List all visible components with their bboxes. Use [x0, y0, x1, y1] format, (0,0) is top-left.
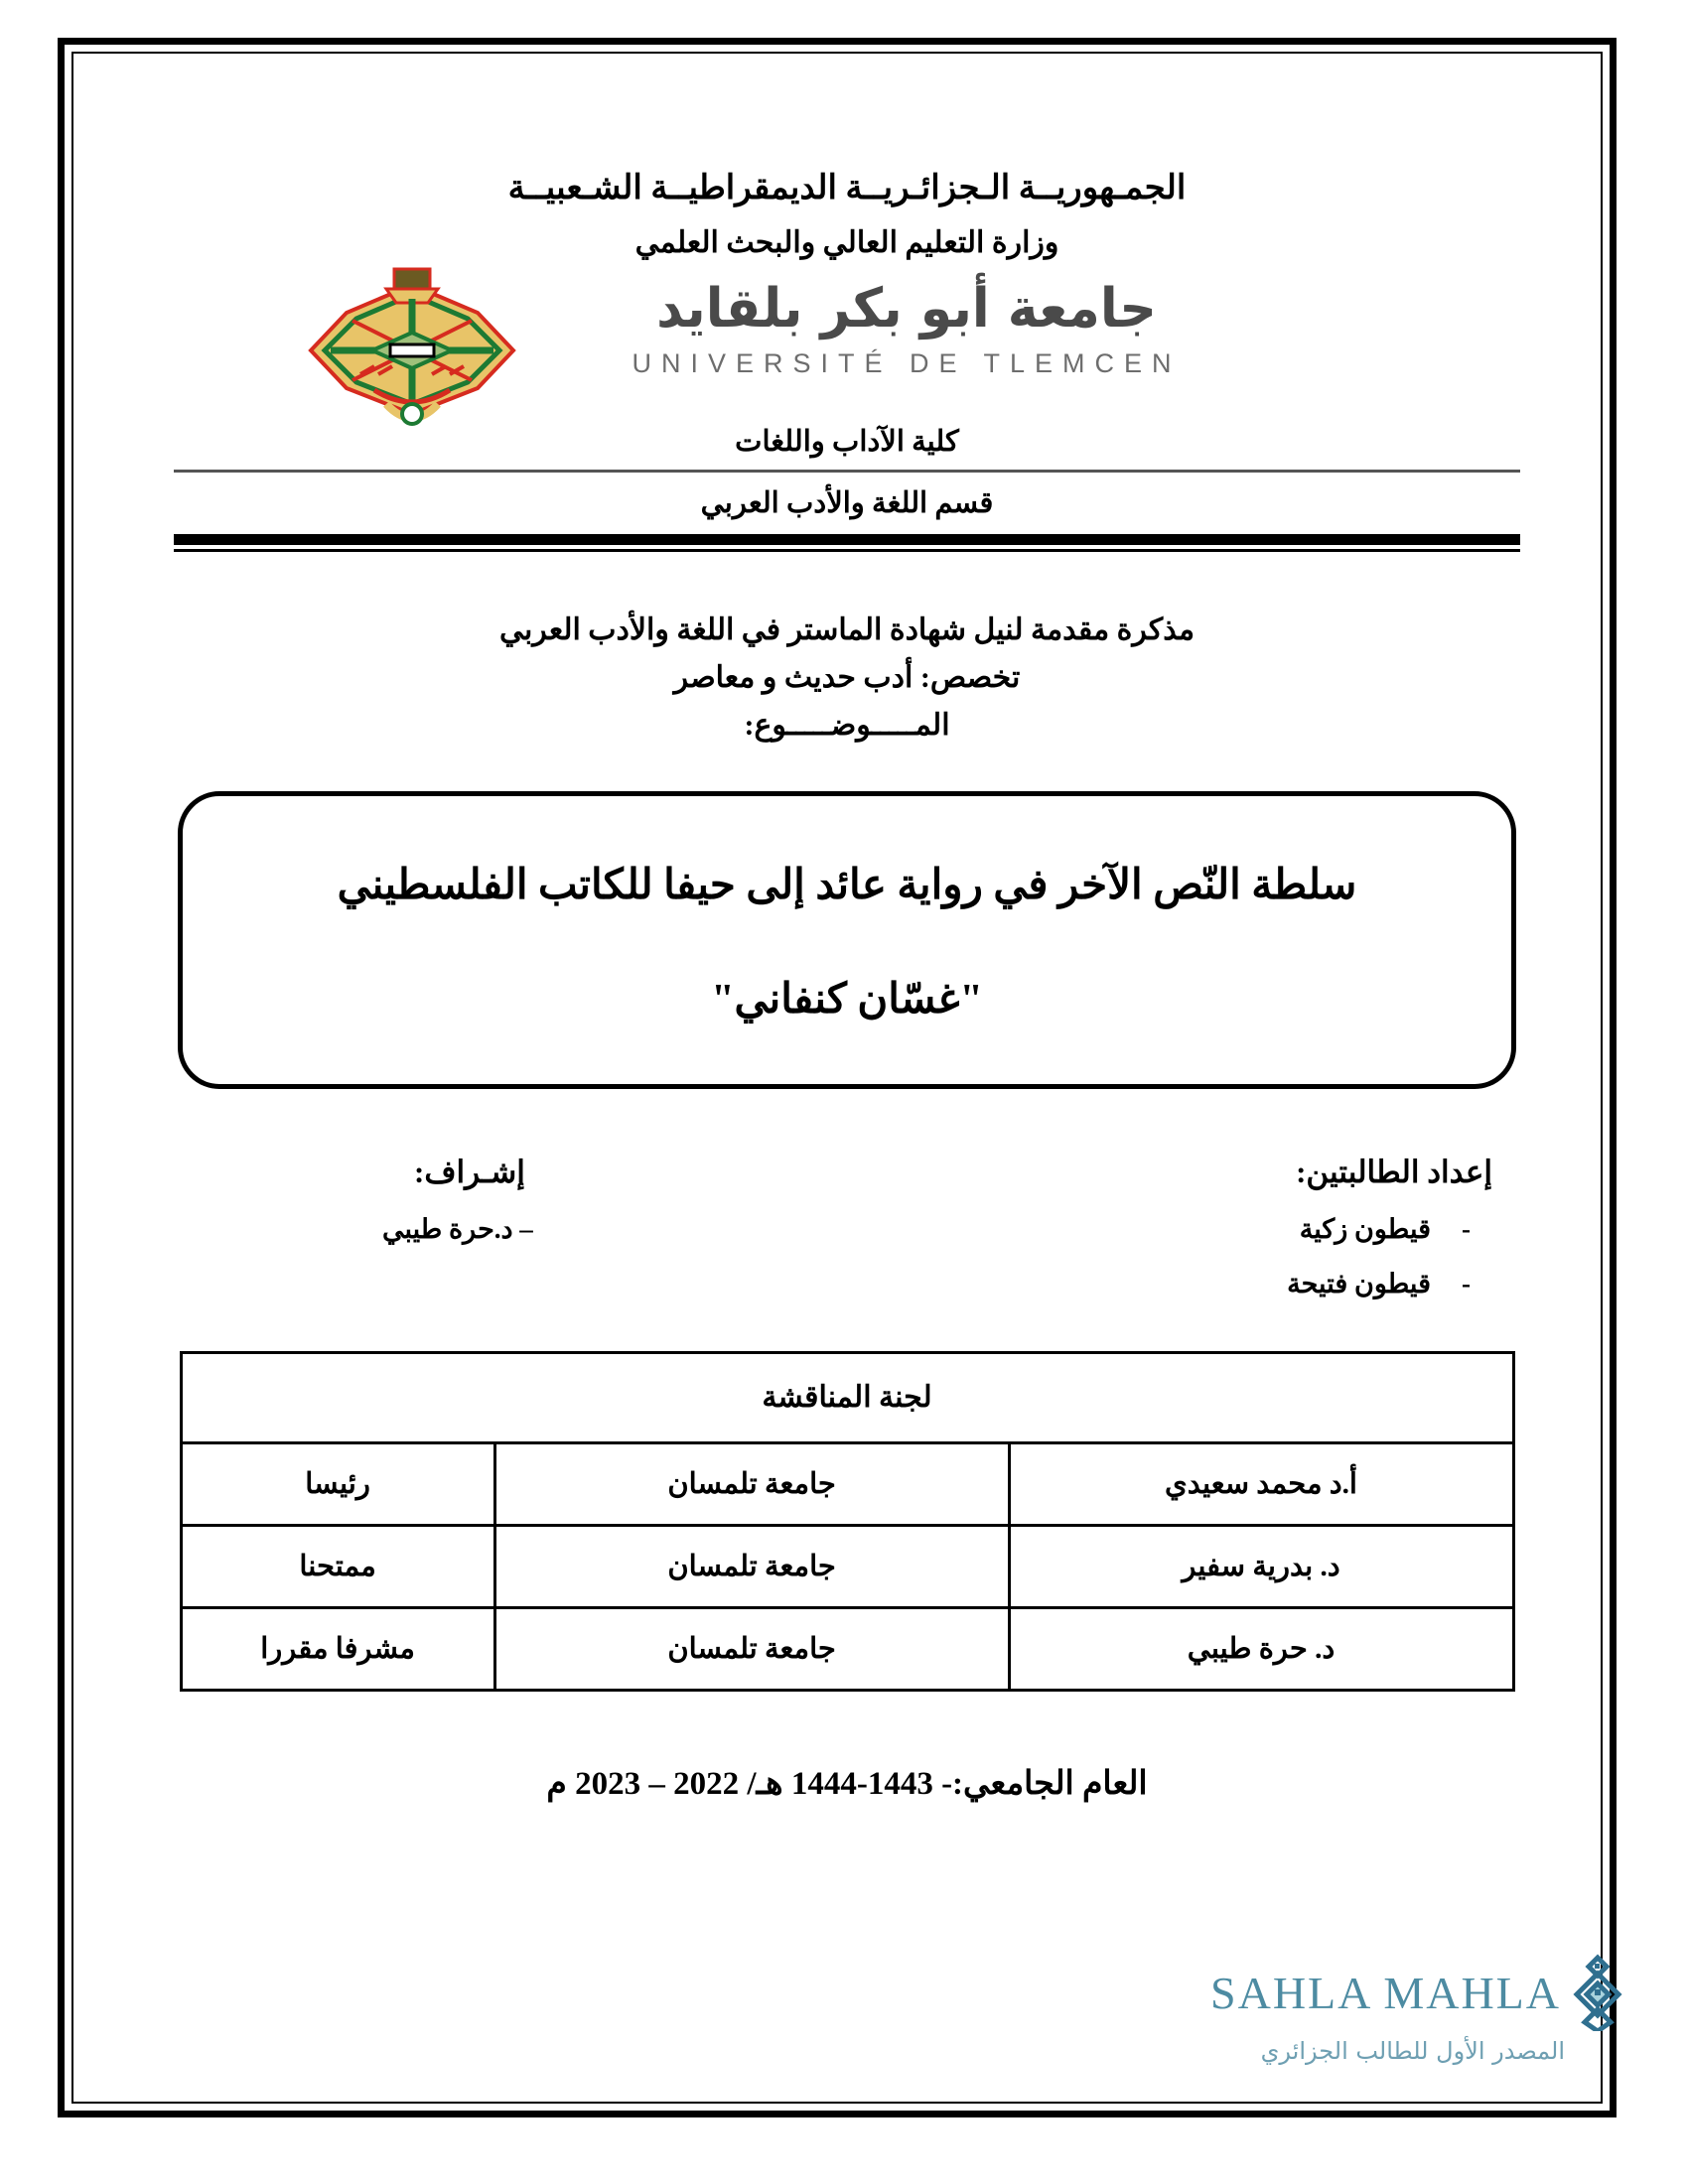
thesis-title: سلطة النّص الآخر في رواية عائد إلى حيفا للكاتب الفلسطيني: [337, 863, 1357, 909]
list-item: - قيطون فتيحة: [1036, 1269, 1492, 1299]
sahla-mahla-logo-icon: [1567, 1954, 1628, 2031]
degree-statement-block: [174, 608, 1520, 750]
university-logo-icon: [283, 263, 541, 437]
table-row: [181, 1442, 1513, 1525]
jury-member-name: د. بدرية سفير: [1009, 1525, 1513, 1607]
jury-table: [180, 1351, 1515, 1692]
watermark-brand: SAHLA MAHLA: [1210, 1967, 1561, 2018]
jury-member-role: ممتحنا: [181, 1525, 494, 1607]
jury-member-name: أ.د محمد سعيدي: [1009, 1442, 1513, 1525]
faculty-heading: كلية الآداب واللغات: [735, 426, 959, 459]
students-label: إعداد الطالبتين:: [1296, 1154, 1492, 1189]
department-heading: قسم اللغة والأدب العربي: [700, 487, 994, 520]
academic-year: العام الجامعي:- 1443-1444 هـ/ 2022 – 2023 م: [546, 1765, 1148, 1802]
republic-heading: الجمـهوريــة الـجزائـريــة الديمقراطيــة الشـعبيــة: [507, 170, 1187, 206]
table-row: [181, 1607, 1513, 1690]
supervisor-label: إشـراف:: [414, 1154, 525, 1189]
students-list: [1036, 1214, 1492, 1299]
sahla-mahla-watermark: [1122, 1954, 1628, 2103]
divider-thick: [174, 534, 1520, 545]
jury-table-title: لجنة المناقشة: [181, 1352, 1513, 1442]
divider-hairline: [174, 549, 1520, 552]
university-name-french: UNIVERSITÉ DE TLEMCEN: [632, 347, 1182, 378]
students-column: [1036, 1155, 1492, 1299]
table-row-header: [181, 1352, 1513, 1442]
supervisor-column: [352, 1155, 779, 1245]
university-name-arabic: جامعة أبو بكر بلقايد: [656, 277, 1157, 341]
university-band: [174, 273, 1520, 422]
table-row: [181, 1525, 1513, 1607]
ministry-heading: وزارة التعليم العالي والبحث العلمي: [634, 225, 1059, 259]
cover-page-content: [79, 52, 1615, 2107]
jury-member-role: رئيسا: [181, 1442, 494, 1525]
jury-member-university: جامعة تلمسان: [494, 1442, 1009, 1525]
jury-member-name: د. حرة طيبي: [1009, 1607, 1513, 1690]
watermark-tagline: المصدر الأول للطالب الجزائري: [1260, 2037, 1565, 2065]
divider-gray: [174, 470, 1520, 473]
subject-label: المـــــوضـــــوع:: [744, 708, 950, 742]
supervisor-name: – د.حرة طيبي: [382, 1213, 533, 1244]
jury-member-university: جامعة تلمسان: [494, 1525, 1009, 1607]
list-item: - قيطون زكية: [1036, 1214, 1492, 1245]
thesis-title-box: [178, 791, 1516, 1089]
degree-specialty: تخصص: أدب حديث و معاصر: [673, 660, 1021, 694]
people-section: [174, 1155, 1520, 1343]
jury-member-university: جامعة تلمسان: [494, 1607, 1009, 1690]
degree-statement: مذكرة مقدمة لنيل شهادة الماستر في اللغة والأدب العربي: [498, 614, 1196, 647]
jury-member-role: مشرفا مقررا: [181, 1607, 494, 1690]
university-name-group: [472, 277, 1341, 378]
thesis-title-author: "غسّان كنفاني": [711, 977, 983, 1024]
